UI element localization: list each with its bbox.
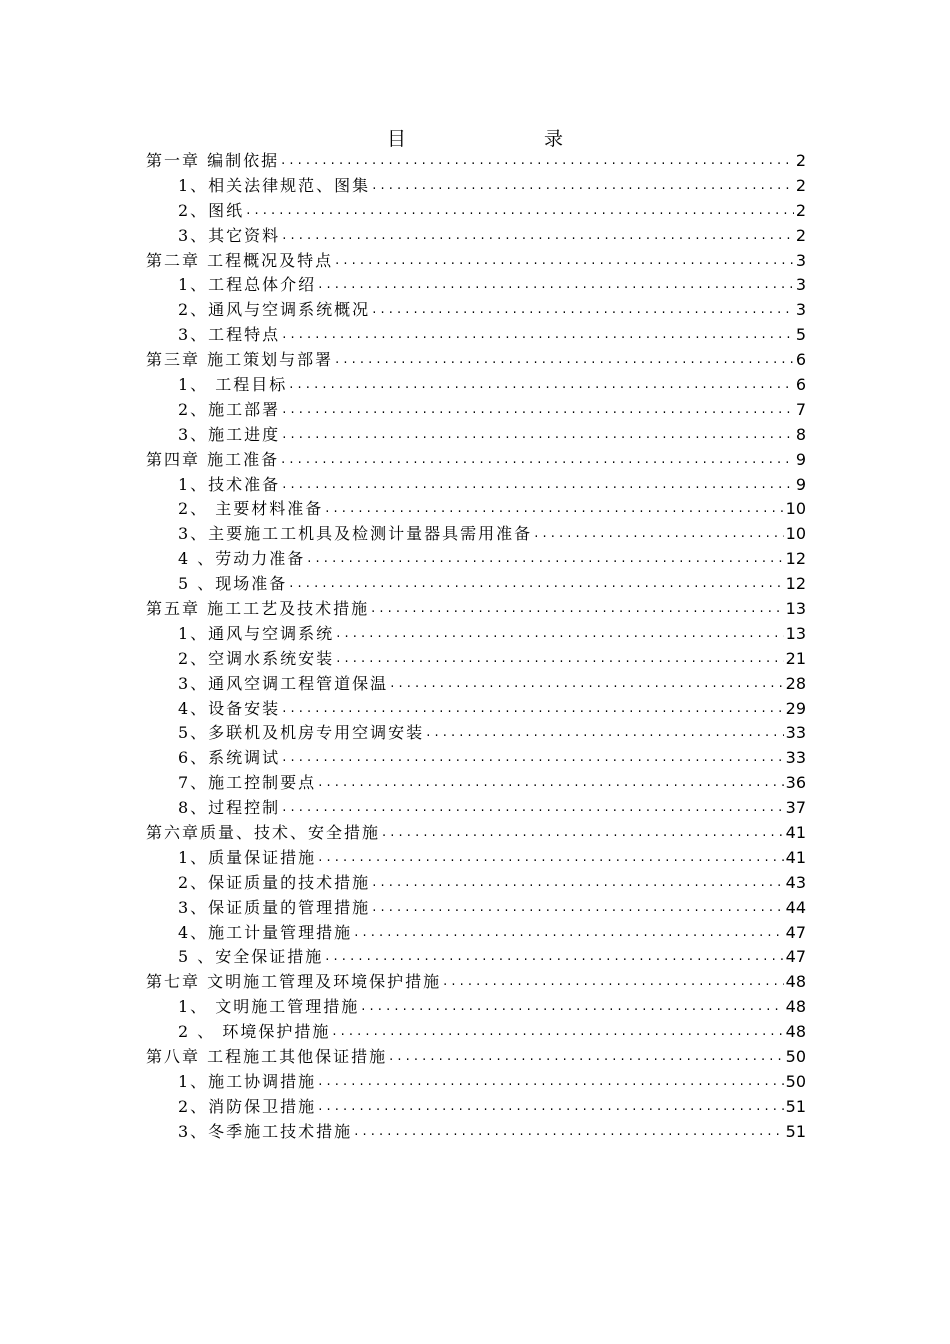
toc-dot-leader — [354, 1120, 783, 1145]
toc-dot-leader — [335, 249, 794, 274]
toc-page-number: 41 — [785, 847, 806, 867]
toc-page-number: 2 — [795, 200, 806, 220]
toc-section-entry[interactable] — [146, 846, 806, 871]
toc-dot-leader — [382, 821, 784, 846]
toc-dot-leader — [390, 672, 783, 697]
toc-entry-title: 1、 文明施工管理措施 — [178, 997, 360, 1017]
toc-section-entry[interactable] — [146, 473, 806, 498]
toc-chapter-entry[interactable] — [146, 149, 806, 174]
toc-entry-title: 7、施工控制要点 — [178, 773, 317, 793]
toc-section-entry[interactable] — [146, 373, 806, 398]
toc-entry-title: 3、其它资料 — [178, 225, 281, 245]
toc-section-entry[interactable] — [146, 622, 806, 647]
toc-entry-title: 4、施工计量管理措施 — [178, 922, 353, 942]
toc-page-number: 47 — [785, 922, 806, 942]
toc-dot-leader — [318, 771, 783, 796]
toc-page-number: 37 — [785, 798, 806, 818]
toc-section-entry[interactable] — [146, 398, 806, 423]
toc-entry-title: 第三章 施工策划与部署 — [146, 350, 334, 370]
toc-chapter-entry[interactable] — [146, 1045, 806, 1070]
toc-dot-leader — [443, 970, 784, 995]
toc-section-entry[interactable] — [146, 323, 806, 348]
toc-chapter-entry[interactable] — [146, 970, 806, 995]
toc-entry-title: 3、工程特点 — [178, 325, 281, 345]
toc-page-number: 10 — [785, 524, 806, 544]
toc-page-number: 33 — [785, 748, 806, 768]
toc-dot-leader — [332, 1020, 783, 1045]
toc-page-number: 29 — [785, 698, 806, 718]
toc-dot-leader — [318, 273, 794, 298]
toc-section-entry[interactable] — [146, 697, 806, 722]
toc-section-entry[interactable] — [146, 497, 806, 522]
toc-entry-title: 第六章质量、技术、安全措施 — [146, 823, 381, 843]
toc-page-number: 3 — [795, 300, 806, 320]
toc-page-number: 50 — [785, 1047, 806, 1067]
toc-page-number: 9 — [795, 449, 806, 469]
toc-entry-title: 1、施工协调措施 — [178, 1071, 317, 1091]
toc-entry-title: 3、保证质量的管理措施 — [178, 897, 371, 917]
toc-page-number: 2 — [795, 150, 806, 170]
toc-page-number: 12 — [785, 549, 806, 569]
toc-section-entry[interactable] — [146, 1095, 806, 1120]
toc-section-entry[interactable] — [146, 871, 806, 896]
toc-entry-title: 3、通风空调工程管道保温 — [178, 673, 389, 693]
toc-dot-leader — [335, 348, 794, 373]
toc-entry-title: 2 、 环境保护措施 — [178, 1022, 331, 1042]
toc-entry-title: 8、过程控制 — [178, 798, 281, 818]
toc-dot-leader — [281, 448, 794, 473]
toc-section-entry[interactable] — [146, 1120, 806, 1145]
toc-page-number: 13 — [785, 599, 806, 619]
toc-dot-leader — [372, 871, 783, 896]
toc-entry-title: 6、系统调试 — [178, 748, 281, 768]
toc-page-number: 33 — [785, 723, 806, 743]
toc-dot-leader — [318, 1070, 783, 1095]
toc-entry-title: 第四章 施工准备 — [146, 449, 280, 469]
toc-entry-title: 第五章 施工工艺及技术措施 — [146, 599, 370, 619]
toc-section-entry[interactable] — [146, 1070, 806, 1095]
toc-entry-title: 1、技术准备 — [178, 474, 281, 494]
toc-dot-leader — [282, 423, 794, 448]
toc-chapter-entry[interactable] — [146, 249, 806, 274]
toc-page-number: 44 — [785, 897, 806, 917]
toc-dot-leader — [372, 298, 794, 323]
toc-entry-title: 2、消防保卫措施 — [178, 1096, 317, 1116]
toc-page-number: 41 — [785, 823, 806, 843]
toc-section-entry[interactable] — [146, 921, 806, 946]
toc-chapter-entry[interactable] — [146, 348, 806, 373]
toc-section-entry[interactable] — [146, 572, 806, 597]
toc-entry-title: 1、 工程目标 — [178, 375, 288, 394]
toc-section-entry[interactable] — [146, 896, 806, 921]
toc-entry-title: 3、施工进度 — [178, 424, 281, 444]
toc-page-number: 12 — [785, 574, 806, 594]
toc-entry-title: 2、通风与空调系统概况 — [178, 300, 371, 320]
toc-list — [146, 149, 806, 1145]
toc-section-entry[interactable] — [146, 672, 806, 697]
toc-dot-leader — [282, 323, 794, 348]
toc-dot-leader — [282, 746, 783, 771]
toc-entry-title: 2、保证质量的技术措施 — [178, 872, 371, 892]
toc-dot-leader — [372, 174, 794, 199]
toc-dot-leader — [336, 647, 783, 672]
toc-entry-title: 5 、安全保证措施 — [178, 947, 324, 967]
toc-page-number: 50 — [785, 1071, 806, 1091]
toc-title — [0, 124, 950, 151]
toc-entry-title: 第一章 编制依据 — [146, 150, 280, 170]
toc-page-number: 8 — [795, 424, 806, 444]
toc-page-number: 48 — [785, 972, 806, 992]
toc-page-number: 43 — [785, 872, 806, 892]
toc-section-entry[interactable] — [146, 746, 806, 771]
toc-section-entry[interactable] — [146, 547, 806, 572]
toc-dot-leader — [281, 149, 794, 174]
toc-section-entry[interactable] — [146, 174, 806, 199]
toc-entry-title: 4、设备安装 — [178, 698, 281, 718]
toc-page-number: 47 — [785, 947, 806, 967]
toc-page-number: 48 — [785, 1022, 806, 1042]
toc-title-char: 录 — [544, 128, 564, 150]
toc-dot-leader — [372, 896, 783, 921]
toc-chapter-entry[interactable] — [146, 821, 806, 846]
toc-dot-leader — [282, 398, 794, 423]
toc-page-number: 6 — [795, 350, 806, 370]
toc-page-number: 5 — [795, 325, 806, 345]
toc-entry-title: 2、图纸 — [178, 200, 245, 220]
toc-section-entry[interactable] — [146, 423, 806, 448]
toc-page-number: 21 — [785, 648, 806, 668]
toc-section-entry[interactable] — [146, 298, 806, 323]
toc-entry-title: 3、主要施工工机具及检测计量器具需用准备 — [178, 524, 533, 544]
toc-page-number: 6 — [795, 375, 806, 394]
toc-dot-leader — [318, 846, 783, 871]
toc-dot-leader — [307, 547, 783, 572]
toc-page-number: 7 — [795, 399, 806, 419]
toc-dot-leader — [282, 796, 783, 821]
toc-section-entry[interactable] — [146, 199, 806, 224]
toc-entry-title: 2、空调水系统安装 — [178, 648, 335, 668]
toc-dot-leader — [354, 921, 783, 946]
toc-dot-leader — [246, 199, 794, 224]
toc-dot-leader — [534, 522, 783, 547]
toc-section-entry[interactable] — [146, 796, 806, 821]
toc-page-number: 10 — [785, 499, 806, 519]
toc-dot-leader — [318, 1095, 783, 1120]
toc-entry-title: 2、施工部署 — [178, 399, 281, 419]
toc-section-entry[interactable] — [146, 273, 806, 298]
toc-dot-leader — [336, 622, 783, 647]
toc-page-number: 2 — [795, 175, 806, 195]
toc-dot-leader — [371, 597, 784, 622]
toc-entry-title: 1、工程总体介绍 — [178, 275, 317, 295]
toc-entry-title: 第七章 文明施工管理及环境保护措施 — [146, 972, 442, 992]
toc-page-number: 3 — [795, 275, 806, 295]
toc-entry-title: 1、相关法律规范、图集 — [178, 175, 371, 195]
toc-entry-title: 第二章 工程概况及特点 — [146, 250, 334, 270]
toc-section-entry[interactable] — [146, 995, 806, 1020]
toc-dot-leader — [426, 721, 783, 746]
toc-section-entry[interactable] — [146, 1020, 806, 1045]
toc-entry-title: 4 、劳动力准备 — [178, 549, 306, 569]
toc-dot-leader — [289, 572, 783, 597]
toc-section-entry[interactable] — [146, 647, 806, 672]
toc-chapter-entry[interactable] — [146, 597, 806, 622]
toc-page-number: 13 — [785, 623, 806, 643]
toc-page-number: 48 — [785, 997, 806, 1017]
toc-section-entry[interactable] — [146, 522, 806, 547]
toc-page-number: 2 — [795, 225, 806, 245]
toc-page-number: 51 — [785, 1121, 806, 1141]
toc-title-char: 目 — [386, 128, 406, 150]
toc-chapter-entry[interactable] — [146, 448, 806, 473]
toc-dot-leader — [282, 697, 783, 722]
toc-page-number: 28 — [785, 673, 806, 693]
toc-entry-title: 1、质量保证措施 — [178, 847, 317, 867]
toc-entry-title: 1、通风与空调系统 — [178, 623, 335, 643]
toc-section-entry[interactable] — [146, 224, 806, 249]
toc-entry-title: 5、多联机及机房专用空调安装 — [178, 723, 425, 743]
toc-section-entry[interactable] — [146, 946, 806, 971]
toc-section-entry[interactable] — [146, 771, 806, 796]
toc-section-entry[interactable] — [146, 721, 806, 746]
toc-page-number: 36 — [785, 773, 806, 793]
toc-page-number: 3 — [795, 250, 806, 270]
toc-page-number: 51 — [785, 1096, 806, 1116]
toc-dot-leader — [325, 946, 783, 971]
toc-entry-title: 3、冬季施工技术措施 — [178, 1121, 353, 1141]
toc-dot-leader — [289, 373, 794, 398]
toc-dot-leader — [361, 995, 783, 1020]
toc-dot-leader — [325, 497, 783, 522]
toc-page-number: 9 — [795, 474, 806, 494]
toc-entry-title: 第八章 工程施工其他保证措施 — [146, 1047, 388, 1067]
toc-dot-leader — [389, 1045, 784, 1070]
toc-entry-title: 2、 主要材料准备 — [178, 499, 324, 519]
toc-entry-title: 5 、现场准备 — [178, 574, 288, 594]
toc-dot-leader — [282, 224, 794, 249]
toc-dot-leader — [282, 473, 794, 498]
